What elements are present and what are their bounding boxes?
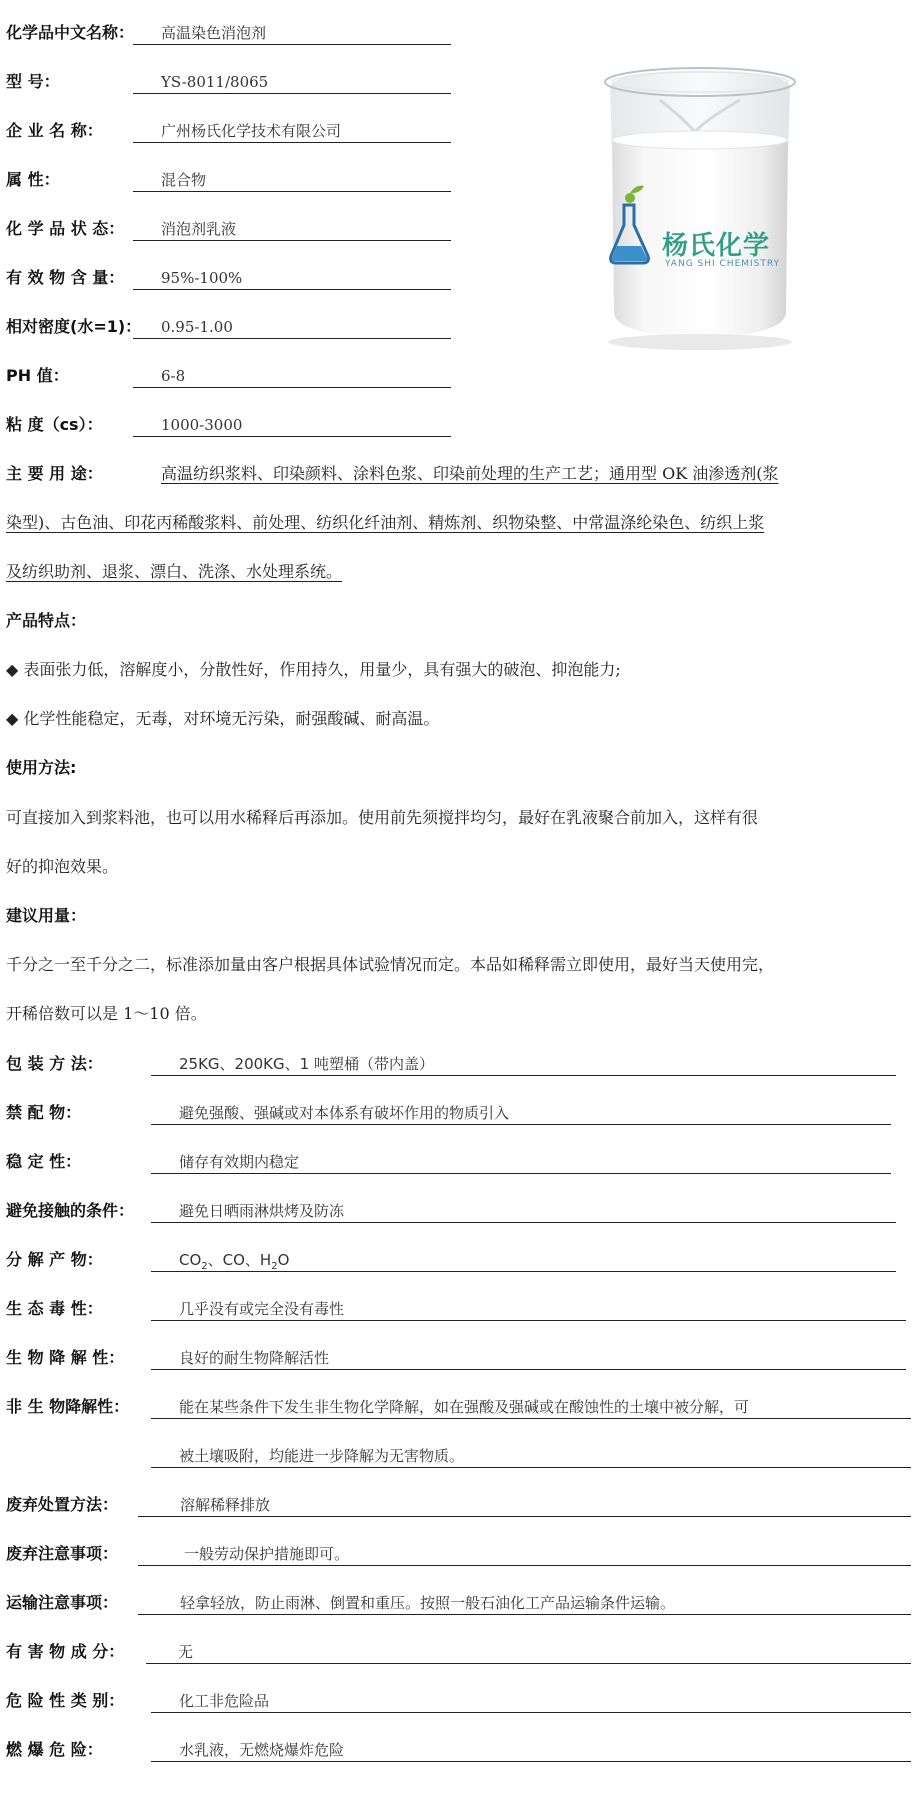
field-label: 化 学 品 状 态： xyxy=(6,219,125,238)
method-line-2: 好的抑泡效果。 xyxy=(6,857,119,876)
field-label: 相对密度(水=1)： xyxy=(6,317,142,336)
field-value: 化工非危险品 xyxy=(151,1686,911,1713)
field-value: YS-8011/8065 xyxy=(133,67,451,94)
brand-logo-subtitle: YANG SHI CHEMISTRY xyxy=(665,259,781,269)
field-value: 储存有效期内稳定 xyxy=(151,1147,891,1174)
formula-part: CO xyxy=(179,1251,202,1269)
usage-section xyxy=(6,459,910,594)
field-value: 1000-3000 xyxy=(133,410,451,437)
beaker-icon xyxy=(590,60,820,360)
field-value: 无 xyxy=(146,1637,911,1664)
field-value: 水乳液，无燃烧爆炸危险 xyxy=(151,1735,911,1762)
field-label: 生 态 毒 性： xyxy=(6,1299,103,1318)
field-label: 废弃处置方法： xyxy=(6,1495,119,1514)
field-label: 企 业 名 称： xyxy=(6,121,103,140)
dosage-title: 建议用量： xyxy=(6,906,87,925)
field-value xyxy=(151,1245,896,1272)
field-label: 有 效 物 含 量： xyxy=(6,268,125,287)
field-label: 避免接触的条件： xyxy=(6,1201,135,1220)
field-label: 化学品中文名称： xyxy=(6,23,135,42)
field-value: 避免强酸、强碱或对本体系有破坏作用的物质引入 xyxy=(151,1098,891,1125)
usage-line-1: 高温纺织浆料、印染颜料、涂料色浆、印染前处理的生产工艺；通用型 OK 油渗透剂(浆 xyxy=(161,464,779,483)
field-value: 0.95-1.00 xyxy=(133,312,451,339)
product-beaker-image xyxy=(590,60,820,360)
field-value: 溶解稀释排放 xyxy=(138,1490,911,1517)
field-value: 良好的耐生物降解活性 xyxy=(151,1343,906,1370)
brand-logo-text: 杨氏化学 xyxy=(662,231,771,261)
field-label: 禁 配 物： xyxy=(6,1103,82,1122)
field-value: 广州杨氏化学技术有限公司 xyxy=(133,116,451,143)
field-label: 废弃注意事项： xyxy=(6,1544,119,1563)
field-label: 稳 定 性： xyxy=(6,1152,82,1171)
field-value: 避免日晒雨淋烘烤及防冻 xyxy=(151,1196,896,1223)
feature-item: ◆ 化学性能稳定，无毒，对环境无污染，耐强酸碱、耐高温。 xyxy=(6,709,440,728)
field-value: 6-8 xyxy=(133,361,451,388)
method-title: 使用方法: xyxy=(6,758,77,777)
field-label: 危 险 性 类 别： xyxy=(6,1691,125,1710)
field-label: 包 装 方 法： xyxy=(6,1054,103,1073)
field-label: 运输注意事项： xyxy=(6,1593,119,1612)
field-value: 一般劳动保护措施即可。 xyxy=(138,1539,911,1566)
field-value: 25KG、200KG、1 吨塑桶（带内盖） xyxy=(151,1049,896,1076)
feature-item: ◆ 表面张力低，溶解度小，分散性好，作用持久，用量少，具有强大的破泡、抑泡能力; xyxy=(6,660,621,679)
field-value: 混合物 xyxy=(133,165,451,192)
field-label: 非 生 物降解性： xyxy=(6,1397,130,1416)
field-label: 生 物 降 解 性： xyxy=(6,1348,125,1367)
field-value: 高温染色消泡剂 xyxy=(133,18,451,45)
field-value-line-1: 能在某些条件下发生非生物化学降解，如在强酸及强碱或在酸蚀性的土壤中被分解，可 xyxy=(151,1392,911,1419)
formula-subscript: 2 xyxy=(271,1261,278,1272)
usage-line-2: 染型)、古色油、印花丙稀酸浆料、前处理、纺织化纤油剂、精炼剂、织物染整、中常温涤纶染色、纺织上浆 xyxy=(6,513,765,532)
method-line-1: 可直接加入到浆料池，也可以用水稀释后再添加。使用前先须搅拌均匀，最好在乳液聚合前加入，这样有很 xyxy=(6,808,759,827)
field-value: 几乎没有或完全没有毒性 xyxy=(151,1294,906,1321)
field-value: 95%-100% xyxy=(133,263,451,290)
field-label: 粘 度（cs）： xyxy=(6,415,103,434)
formula-part: O xyxy=(277,1251,290,1269)
field-label: 燃 爆 危 险： xyxy=(6,1740,103,1759)
dosage-line-2: 开稀倍数可以是 1～10 倍。 xyxy=(6,1004,207,1023)
usage-line-3: 及纺织助剂、退浆、漂白、洗涤、水处理系统。 xyxy=(6,562,343,581)
field-label: 分 解 产 物： xyxy=(6,1250,103,1269)
dosage-line-1: 千分之一至千分之二，标准添加量由客户根据具体试验情况而定。本品如稀释需立即使用，最好当天使用完， xyxy=(6,955,775,974)
field-label: PH 值： xyxy=(6,366,69,385)
formula-part: 、CO、H xyxy=(207,1251,272,1269)
field-label: 属 性： xyxy=(6,170,60,189)
field-label: 有 害 物 成 分： xyxy=(6,1642,125,1661)
features-title: 产品特点： xyxy=(6,611,87,630)
field-label: 型 号： xyxy=(6,72,60,91)
formula-subscript: 2 xyxy=(201,1261,208,1272)
field-value: 消泡剂乳液 xyxy=(133,214,451,241)
field-value-line-2: 被土壤吸附，均能进一步降解为无害物质。 xyxy=(151,1441,911,1468)
usage-label: 主 要 用 途： xyxy=(6,464,103,483)
field-value: 轻拿轻放，防止雨淋、倒置和重压。按照一般石油化工产品运输条件运输。 xyxy=(138,1588,911,1615)
